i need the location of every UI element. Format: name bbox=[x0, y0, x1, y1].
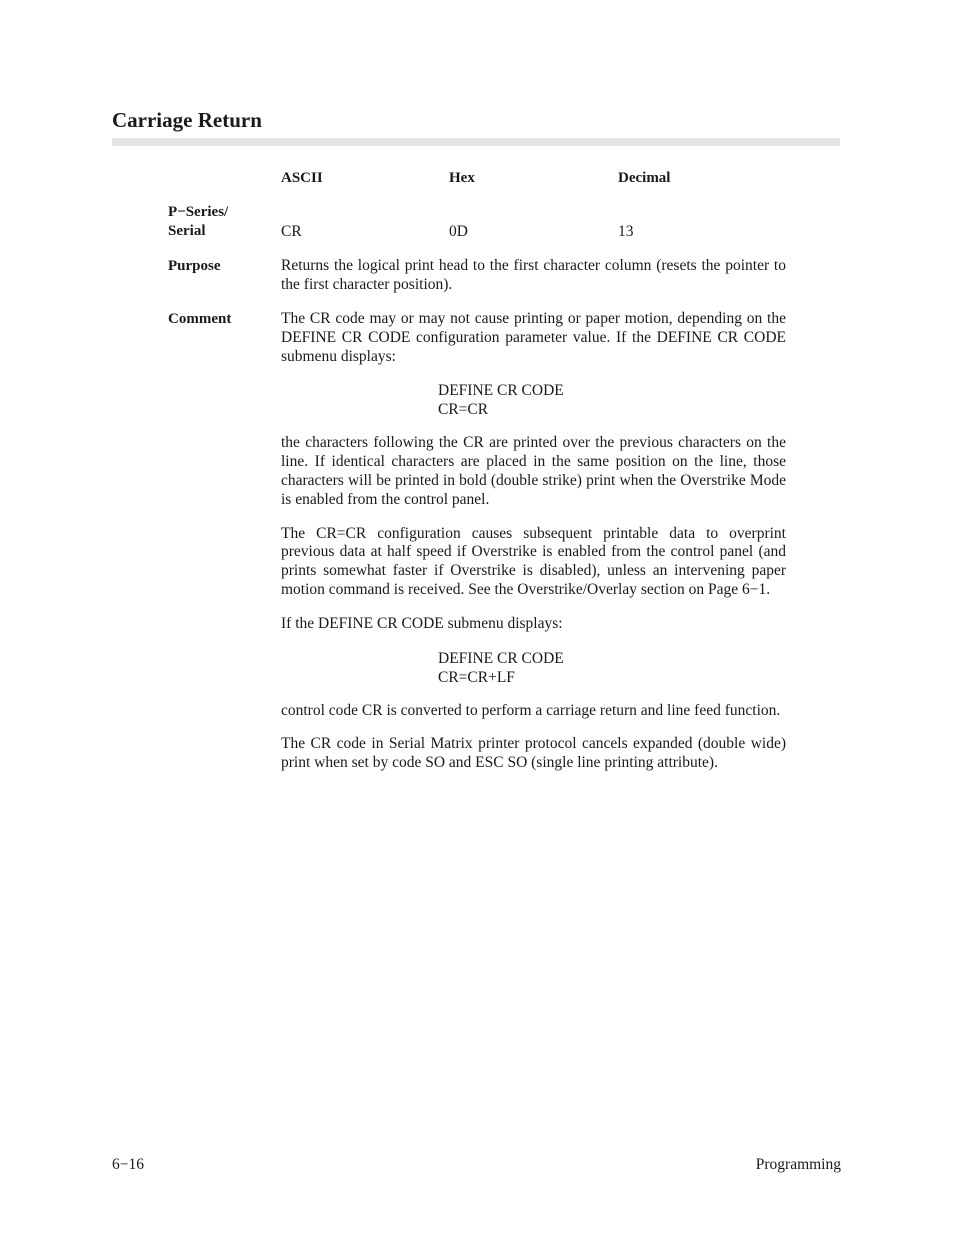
code-ascii-value: CR bbox=[281, 223, 302, 240]
title-rule bbox=[112, 138, 840, 146]
page-title: Carriage Return bbox=[112, 108, 262, 132]
serial-matrix-paragraph: The CR code in Serial Matrix printer protocol cancels expanded (double wide) print when set by code SO and ESC SO (single line printing attribute). bbox=[281, 735, 786, 772]
crlf-conversion-paragraph: control code CR is converted to perform a carriage return and line feed function. bbox=[281, 701, 781, 719]
row-label-series-line1: P−Series/ bbox=[168, 204, 229, 220]
column-header-hex: Hex bbox=[449, 170, 475, 186]
cr-cr-config-paragraph: The CR=CR configuration causes subsequent printable data to overprint previous data at half speed if Overstrike is enabled from the control panel (and prints somewhat faster if Overstrike is disabled), unless an intervening paper motion command is received. See the Overstrike/Overlay section on Page 6−1. bbox=[281, 524, 786, 598]
row-label-series-line2: Serial bbox=[168, 223, 206, 239]
submenu-display-crlf-line1: DEFINE CR CODE bbox=[438, 649, 564, 667]
page-number: 6−16 bbox=[112, 1156, 144, 1173]
submenu-display-crlf bbox=[281, 649, 786, 687]
submenu-display-cr bbox=[281, 381, 786, 419]
comment-label: Comment bbox=[168, 311, 232, 327]
submenu-intro-paragraph: If the DEFINE CR CODE submenu displays: bbox=[281, 614, 563, 632]
row-label-series bbox=[168, 203, 228, 241]
code-decimal-value: 13 bbox=[618, 223, 634, 240]
purpose-label: Purpose bbox=[168, 258, 221, 274]
footer-section-name: Programming bbox=[755, 1156, 841, 1173]
submenu-display-crlf-line2: CR=CR+LF bbox=[438, 668, 515, 686]
purpose-section bbox=[281, 257, 786, 295]
code-hex-value: 0D bbox=[449, 223, 468, 240]
submenu-display-cr-line1: DEFINE CR CODE bbox=[438, 382, 564, 400]
overprint-paragraph: the characters following the CR are printed over the previous characters on the line. If identical characters are placed in the same position on the line, those characters will be printed in bold (double strike) print when the Overstrike Mode is enabled from the control panel. bbox=[281, 434, 786, 508]
column-header-ascii: ASCII bbox=[281, 170, 323, 186]
purpose-text: Returns the logical print head to the first character column (resets the pointer to the first character position). bbox=[281, 257, 786, 293]
submenu-display-cr-line2: CR=CR bbox=[438, 401, 489, 419]
comment-intro-paragraph: The CR code may or may not cause printing or paper motion, depending on the DEFINE CR CODE configuration parameter value. If the DEFINE CR CODE submenu displays: bbox=[281, 310, 786, 365]
comment-section bbox=[281, 310, 786, 773]
column-header-decimal: Decimal bbox=[618, 170, 671, 186]
